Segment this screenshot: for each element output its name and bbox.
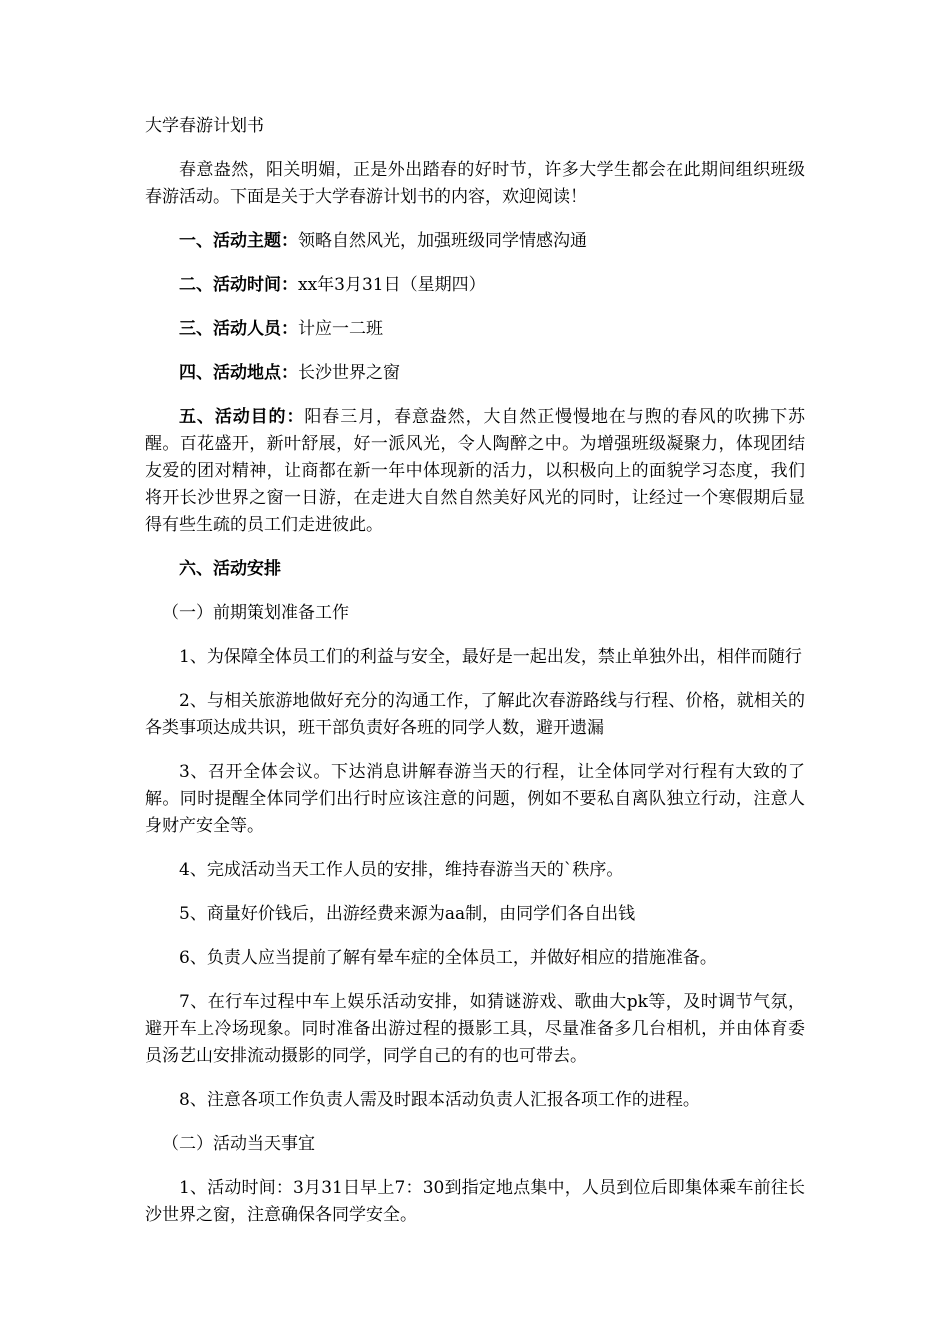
section-text: 长沙世界之窗 — [298, 363, 400, 383]
list-item: 3、召开全体会议。下达消息讲解春游当天的行程，让全体同学对行程有大致的了解。同时提醒全体同学们出行时应该注意的问题，例如不要私自离队独立行动，注意人身财产安全等。 — [145, 762, 805, 836]
list-item: 1、活动时间：3月31日早上7：30到指定地点集中，人员到位后即集体乘车前往长沙世界之窗，注意确保各同学安全。 — [145, 1178, 805, 1225]
list-item: 8、注意各项工作负责人需及时跟本活动负责人汇报各项工作的进程。 — [179, 1090, 700, 1110]
document-page — [145, 114, 805, 1246]
section-arrangement — [145, 556, 805, 583]
list-item: 6、负责人应当提前了解有晕车症的全体员工，并做好相应的措施准备。 — [179, 948, 717, 968]
list-item: 7、在行车过程中车上娱乐活动安排，如猜谜游戏、歌曲大pk等，及时调节气氛，避开车上冷场现象。同时准备出游过程的摄影工具，尽量准备多几台相机，并由体育委员汤艺山安排流动摄影的同学，同学自己的有的也可带去。 — [145, 992, 805, 1066]
list-item: 5、商量好价钱后，出游经费来源为aa制，由同学们各自出钱 — [179, 904, 636, 924]
document-title: 大学春游计划书 — [145, 116, 264, 136]
section-text: 计应一二班 — [298, 319, 383, 339]
list-item: 4、完成活动当天工作人员的安排，维持春游当天的`秩序。 — [179, 860, 624, 880]
section-text: 领略自然风光，加强班级同学情感沟通 — [298, 231, 587, 251]
intro-paragraph: 春意盎然，阳关明媚，正是外出踏春的好时节，许多大学生都会在此期间组织班级春游活动。下面是关于大学春游计划书的内容，欢迎阅读！ — [145, 160, 805, 207]
section-label: 二、活动时间： — [179, 275, 298, 295]
section-label: 一、活动主题： — [179, 231, 298, 251]
section-text: xx年3月31日（星期四） — [298, 275, 486, 295]
section-label: 六、活动安排 — [179, 559, 281, 579]
section-label: 四、活动地点： — [179, 363, 298, 383]
list-item: 1、为保障全体员工们的利益与安全，最好是一起出发，禁止单独外出，相伴而随行 — [179, 647, 802, 667]
section-text: 阳春三月，春意盎然，大自然正慢慢地在与煦的春风的吹拂下苏醒。百花盛开，新叶舒展，好一派风光，令人陶醉之中。为增强班级凝聚力，体现团结友爱的团对精神，让商都在新一年中体现新的活力，以积极向上的面貌学习态度，我们将开长沙世界之窗一日游，在走进大自然自然美好风光的同时，让经过一个寒假期后显得有些生疏的员工们走进彼此。 — [145, 407, 806, 535]
day-heading: （二）活动当天事宜 — [162, 1134, 315, 1154]
section-location — [145, 360, 805, 387]
list-item: 2、与相关旅游地做好充分的沟通工作，了解此次春游路线与行程、价格，就相关的各类事项达成共识，班干部负责好各班的同学人数，避开遗漏 — [145, 691, 805, 738]
section-label: 三、活动人员： — [179, 319, 298, 339]
section-people — [145, 316, 805, 343]
section-label: 五、活动目的： — [179, 407, 305, 427]
section-theme — [145, 228, 805, 255]
prep-heading: （一）前期策划准备工作 — [162, 603, 349, 623]
section-purpose — [145, 404, 805, 539]
section-time — [145, 272, 805, 299]
